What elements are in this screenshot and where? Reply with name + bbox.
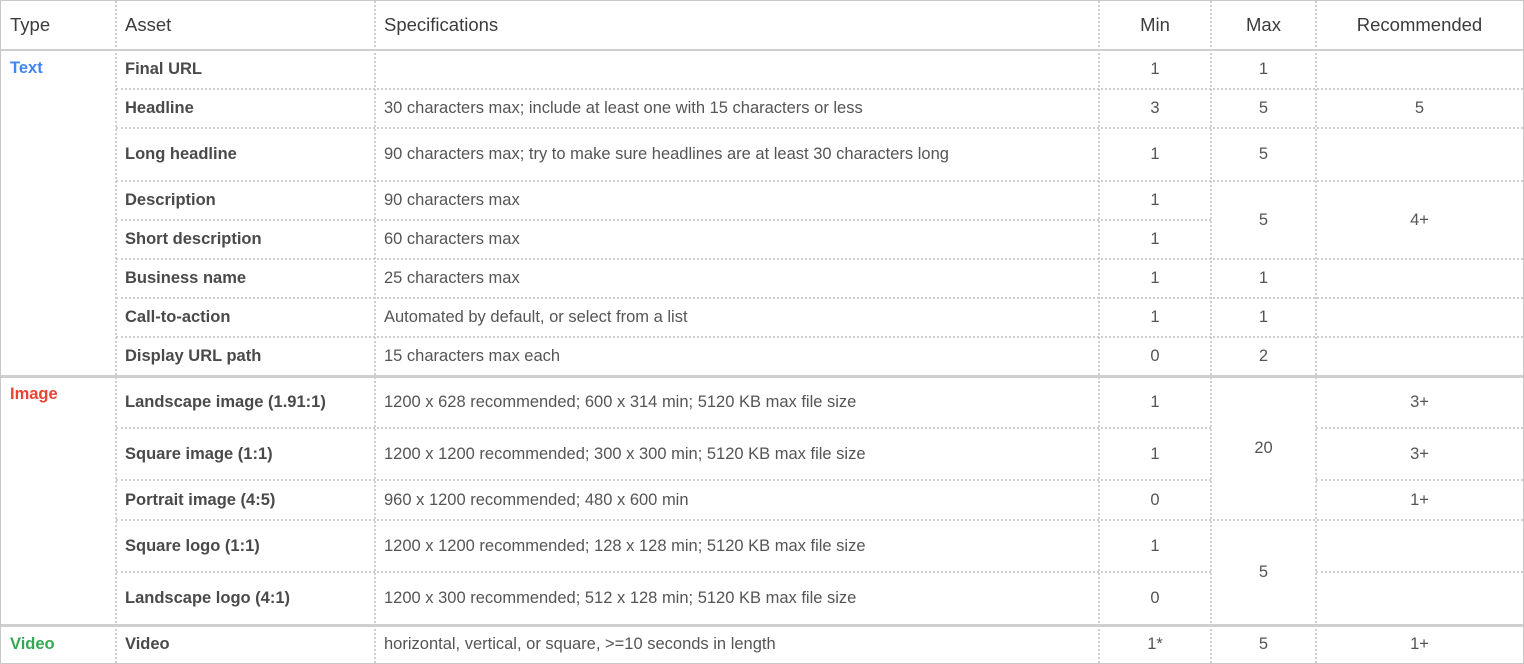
recommended-cell: 1+ xyxy=(1410,634,1429,653)
asset-cell: Display URL path xyxy=(125,347,262,365)
spec-cell: 90 characters max xyxy=(384,191,520,209)
min-cell: 0 xyxy=(1150,490,1160,509)
spec-cell: 1200 x 1200 recommended; 128 x 128 min; 5120 KB max file size xyxy=(384,536,866,555)
spec-cell: 15 characters max each xyxy=(384,347,561,365)
min-cell: 1 xyxy=(1150,191,1160,209)
type-label-text: Text xyxy=(10,59,43,77)
max-cell: 1 xyxy=(1258,308,1269,326)
spec-cell: horizontal, vertical, or square, >=10 seconds in length xyxy=(384,634,776,653)
max-cell-merged: 5 xyxy=(1258,210,1269,229)
min-cell: 1* xyxy=(1147,634,1163,653)
asset-cell: Video xyxy=(125,634,170,653)
header-type: Type xyxy=(10,14,51,35)
header-asset: Asset xyxy=(125,14,172,35)
asset-cell: Landscape logo (4:1) xyxy=(125,589,291,607)
header-min: Min xyxy=(1140,14,1170,35)
recommended-cell: 1+ xyxy=(1410,490,1429,509)
asset-cell: Long headline xyxy=(125,145,237,163)
min-cell: 3 xyxy=(1150,99,1160,117)
asset-cell: Headline xyxy=(125,99,194,117)
type-label-image: Image xyxy=(10,385,58,403)
spec-cell xyxy=(375,49,1099,89)
min-cell: 1 xyxy=(1150,269,1160,287)
recommended-cell: 5 xyxy=(1414,99,1425,117)
max-cell-merged: 20 xyxy=(1254,438,1273,457)
max-cell: 5 xyxy=(1258,99,1269,117)
min-cell: 1 xyxy=(1150,444,1160,463)
min-cell: 1 xyxy=(1150,145,1160,163)
min-cell: 1 xyxy=(1150,392,1160,411)
spec-cell: 30 characters max; include at least one with 15 characters or less xyxy=(384,99,863,117)
max-cell: 5 xyxy=(1258,145,1269,163)
min-cell: 1 xyxy=(1150,230,1160,248)
min-cell: 1 xyxy=(1150,59,1160,78)
asset-cell: Square image (1:1) xyxy=(125,444,273,463)
asset-cell: Description xyxy=(125,191,216,209)
max-cell: 5 xyxy=(1258,634,1269,653)
recommended-cell: 3+ xyxy=(1410,444,1429,463)
header-specifications: Specifications xyxy=(384,14,499,35)
spec-cell: 1200 x 1200 recommended; 300 x 300 min; 5120 KB max file size xyxy=(384,444,866,463)
min-cell: 0 xyxy=(1150,589,1160,607)
spec-cell: 1200 x 628 recommended; 600 x 314 min; 5120 KB max file size xyxy=(384,392,857,411)
asset-cell: Short description xyxy=(125,230,262,248)
asset-cell: Landscape image (1.91:1) xyxy=(125,392,326,411)
spec-cell: 90 characters max; try to make sure headlines are at least 30 characters long xyxy=(384,145,949,163)
min-cell: 0 xyxy=(1150,347,1160,365)
max-cell-merged: 5 xyxy=(1258,563,1269,581)
spec-cell: 1200 x 300 recommended; 512 x 128 min; 5120 KB max file size xyxy=(384,589,857,607)
asset-cell: Call-to-action xyxy=(125,308,231,326)
max-cell: 1 xyxy=(1258,269,1269,287)
max-cell: 1 xyxy=(1258,59,1269,78)
row-divider xyxy=(1316,571,1523,573)
min-cell: 1 xyxy=(1150,536,1160,555)
min-cell: 1 xyxy=(1150,308,1160,326)
header-recommended: Recommended xyxy=(1356,14,1483,35)
asset-cell: Portrait image (4:5) xyxy=(125,490,276,509)
max-cell: 2 xyxy=(1258,347,1269,365)
spec-cell: Automated by default, or select from a list xyxy=(384,308,688,326)
recommended-cell-merged: 4+ xyxy=(1410,210,1429,229)
spec-cell: 960 x 1200 recommended; 480 x 600 min xyxy=(384,490,689,509)
recommended-cell: 3+ xyxy=(1410,392,1429,411)
asset-cell: Business name xyxy=(125,269,247,287)
type-label-video: Video xyxy=(10,634,55,653)
asset-cell: Final URL xyxy=(125,59,202,78)
spec-cell: 60 characters max xyxy=(384,230,520,248)
header-max: Max xyxy=(1246,14,1281,35)
asset-cell: Square logo (1:1) xyxy=(125,536,260,555)
spec-cell: 25 characters max xyxy=(384,269,520,287)
